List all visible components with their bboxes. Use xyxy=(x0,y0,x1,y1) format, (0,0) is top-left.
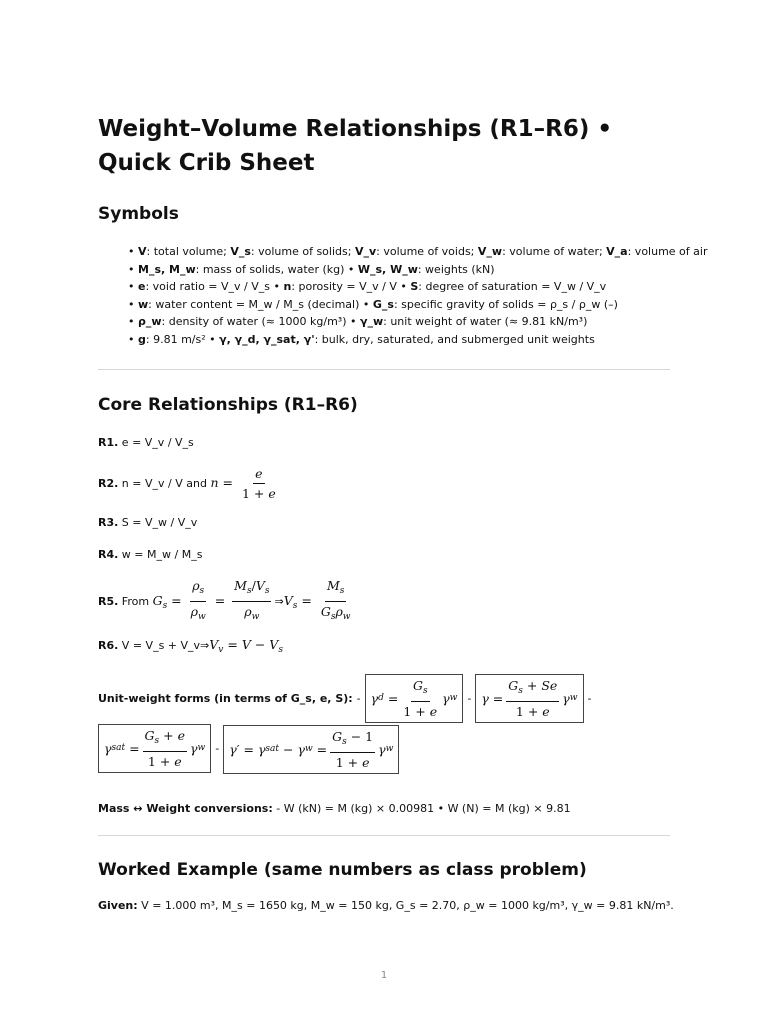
symbols-list-item xyxy=(128,243,708,261)
symbol-description: : weights (kN) xyxy=(417,262,495,276)
symbol-term: w xyxy=(138,297,149,311)
symbol-term: g xyxy=(138,332,146,346)
symbol-description: : volume of voids; xyxy=(376,245,478,258)
symbols-list-item xyxy=(128,331,670,349)
page-number: 1 xyxy=(380,970,388,981)
symbol-term: n xyxy=(283,280,292,294)
relation-label: R1. xyxy=(98,436,119,450)
symbol-term: M_s, M_w xyxy=(138,262,196,276)
symbol-description: • xyxy=(128,297,138,311)
symbol-term: V_v xyxy=(354,245,377,258)
symbol-description: • xyxy=(128,245,138,258)
separator-dash: - xyxy=(215,741,220,755)
relation-text: S = V_w / V_v xyxy=(118,516,198,530)
separator-dash: - xyxy=(356,691,361,705)
symbol-description: : volume of air xyxy=(627,245,708,258)
mass-weight-conversions xyxy=(98,802,670,815)
symbol-description: : water content = M_w / M_s (decimal) • xyxy=(148,297,373,311)
symbol-description: : bulk, dry, saturated, and submerged unit weights xyxy=(314,332,595,346)
relation-label: R6. xyxy=(98,639,119,653)
symbol-description: : volume of solids; xyxy=(250,245,355,258)
symbol-description: : unit weight of water (≈ 9.81 kN/m³) xyxy=(383,315,588,329)
symbol-description: : mass of solids, water (kg) • xyxy=(195,262,358,276)
mass-label: Mass ↔ Weight conversions: xyxy=(98,801,273,815)
relation-label: R4. xyxy=(98,548,119,562)
relation-label: R3. xyxy=(98,516,119,530)
relation-text: V = V_s + V_v xyxy=(118,639,201,653)
symbol-term: V_a xyxy=(606,245,628,258)
submerged-unit-weight-formula: γ′ = γ sat − γ w = $\frac{G_s - 1}{1 + e}$ γ w xyxy=(223,725,399,774)
symbols-list-item xyxy=(128,313,670,331)
relation-r5 xyxy=(98,579,670,625)
symbol-description: : total volume; xyxy=(146,245,231,258)
worked-example-heading: Worked Example (same numbers as class problem) xyxy=(98,859,587,880)
symbol-description: • xyxy=(128,280,138,294)
unit-weight-label: Unit-weight forms (in terms of G_s, e, S): xyxy=(98,691,353,705)
solids-volume-equation: $V_s$ = $\frac{M_s}{G_s\rho_w}$ xyxy=(283,578,351,623)
symbol-term: γ, γ_d, γ_sat, γ' xyxy=(219,332,315,346)
symbols-heading: Symbols xyxy=(98,204,179,224)
saturated-unit-weight-formula: γ sat = $\frac{G_s + e}{1 + e}$ γ w xyxy=(98,724,211,773)
core-heading: Core Relationships (R1–R6) xyxy=(98,394,358,415)
dry-unit-weight-formula: γ d = $\frac{G_s}{1 + e}$ γ w xyxy=(365,674,464,723)
symbol-description: : 9.81 m/s² • xyxy=(145,332,220,346)
voids-volume-equation: $V_v = V - V_s$ xyxy=(209,636,283,655)
relation-text: w = M_w / M_s xyxy=(118,548,203,562)
separator-dash: - xyxy=(587,691,592,705)
symbol-term: S xyxy=(410,280,419,294)
relation-r1 xyxy=(98,435,670,451)
symbol-term: W_s, W_w xyxy=(357,262,418,276)
relation-text: n = V_v / V and xyxy=(118,477,211,491)
symbol-description: : void ratio = V_v / V_s • xyxy=(145,280,284,294)
symbol-term: V_w xyxy=(477,245,503,258)
relation-r3 xyxy=(98,515,670,531)
symbols-list-item xyxy=(128,278,670,296)
symbol-description: : density of water (≈ 1000 kg/m³) • xyxy=(161,315,360,329)
relation-text: From xyxy=(118,595,153,609)
symbols-list-item xyxy=(128,296,670,314)
symbols-list-item xyxy=(128,261,670,279)
relation-label: R5. xyxy=(98,595,119,609)
given-label: Given: xyxy=(98,898,138,912)
symbol-term: e xyxy=(138,280,146,294)
given-text: V = 1.000 m³, M_s = 1650 kg, M_w = 150 kg, G_s = 2.70, ρ_w = 1000 kg/m³, γ_w = 9.81 kN/m³. xyxy=(137,898,674,912)
relation-label: R2. xyxy=(98,477,119,491)
symbol-term: G_s xyxy=(372,297,394,311)
page-title: Weight–Volume Relationships (R1–R6) • Quick Crib Sheet xyxy=(98,116,613,176)
bulk-unit-weight-formula: γ = $\frac{G_s + Se}{1 + e}$ γ w xyxy=(475,674,583,723)
divider xyxy=(98,835,670,836)
relation-r4 xyxy=(98,547,670,563)
symbol-description: : volume of water; xyxy=(502,245,607,258)
divider xyxy=(98,369,670,370)
given-line xyxy=(98,898,674,912)
porosity-equation: n = $\frac{e}{1 + e}$ xyxy=(210,466,276,502)
symbol-description: : porosity = V_v / V • xyxy=(291,280,411,294)
symbol-description: • xyxy=(128,315,138,329)
symbol-term: γ_w xyxy=(359,315,384,329)
specific-gravity-equation: $G_s$ = $\frac{\rho_s}{\rho_w}$ = $\frac{M_s/V_s}{\rho_w}$ xyxy=(152,578,270,623)
implies-arrow: ⇒ xyxy=(274,595,284,609)
symbol-term: ρ_w xyxy=(138,315,162,329)
symbol-description: • xyxy=(128,332,138,346)
symbol-description: : degree of saturation = V_w / V_v xyxy=(418,280,607,294)
symbol-description: : specific gravity of solids = ρ_s / ρ_w (–) xyxy=(393,297,618,311)
document-page xyxy=(98,112,708,912)
symbol-term: V xyxy=(138,245,147,258)
unit-weight-forms xyxy=(98,674,678,774)
symbols-list xyxy=(128,243,708,349)
implies-arrow: ⇒ xyxy=(200,639,210,653)
relation-text: e = V_v / V_s xyxy=(118,436,194,450)
relation-r6 xyxy=(98,636,670,656)
separator-dash: - xyxy=(467,691,472,705)
symbol-description: • xyxy=(128,262,138,276)
mass-text: - W (kN) = M (kg) × 0.00981 • W (N) = M (kg) × 9.81 xyxy=(272,801,571,815)
relation-r2 xyxy=(98,460,670,508)
symbol-term: V_s xyxy=(230,245,251,258)
